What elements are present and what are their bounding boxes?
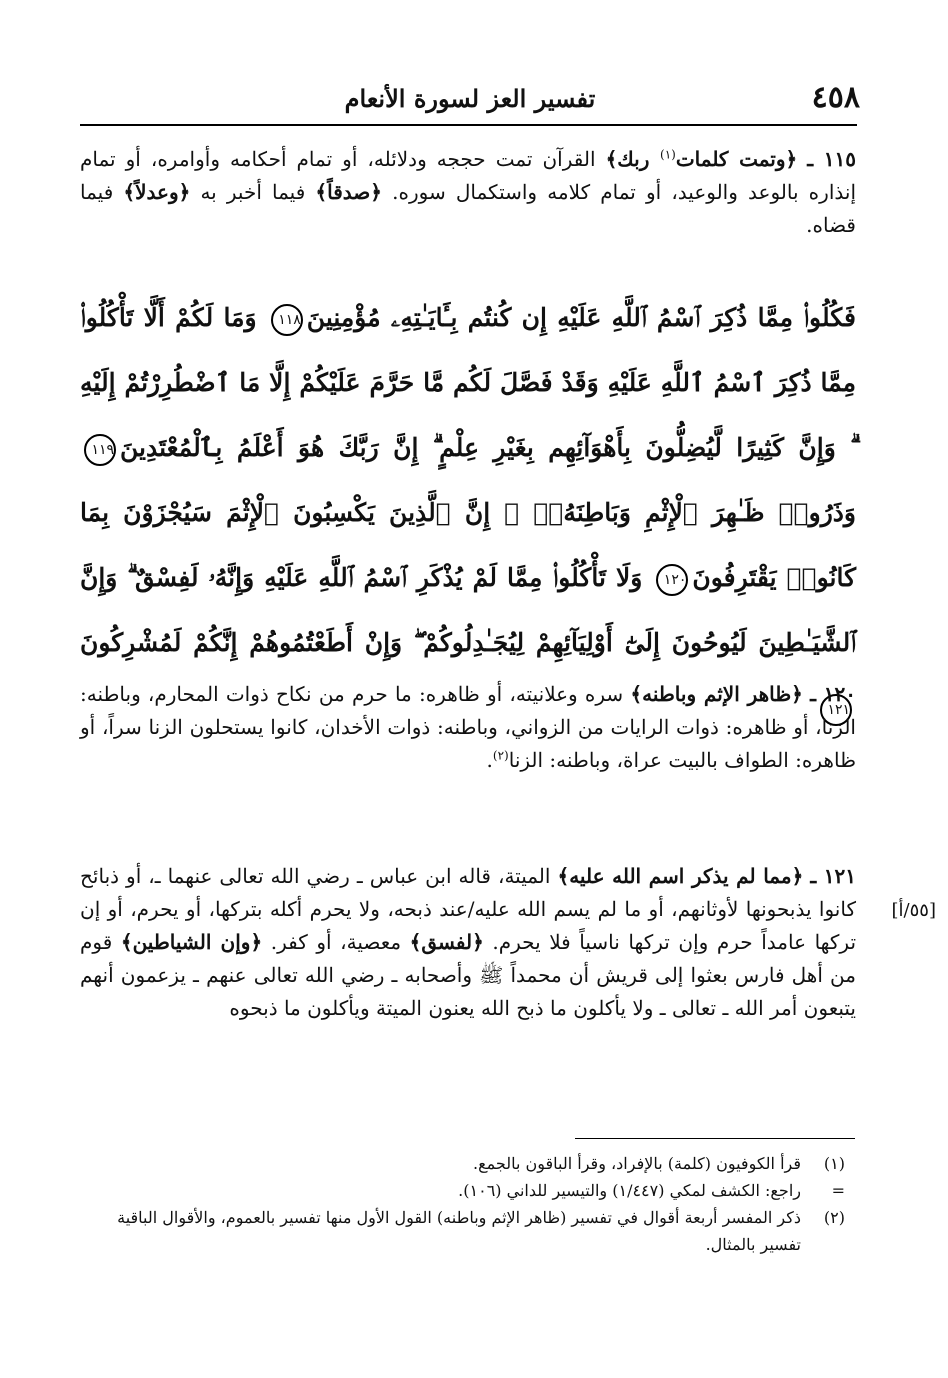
verse-118-text: فَكُلُوا۟ مِمَّا ذُكِرَ ٱسْمُ ٱللَّهِ عَلَيْهِ إِن كُنتُم بِـَٔايَـٰتِهِۦ مُؤْمِنِينَ xyxy=(306,303,856,332)
ayah-number-118: ١١٨ xyxy=(271,304,303,336)
verse-120-text: وَذَرُوا۟ ظَـٰهِرَ ٱلْإِثْمِ وَبَاطِنَهُۥٓ ۚ إِنَّ ٱلَّذِينَ يَكْسِبُونَ ٱلْإِثْمَ سَيُجْزَوْنَ بِمَا كَانُوا۟ يَقْتَرِفُونَ xyxy=(80,498,856,592)
commentary-text: القرآن تمت حججه ودلائله، أو تمام أحكامه وأوامره، أو تمام إنذاره بالوعد والوعيد، أو تمام كلامه واستكمال سوره. xyxy=(80,147,856,204)
quoted-term-3: ﴿وإن الشياطين﴾ xyxy=(120,930,263,954)
quote-close: ﴾ xyxy=(605,147,618,171)
ayah-number-119: ١١٩ xyxy=(84,434,116,466)
verse-number: ١٢١ ـ xyxy=(810,864,857,888)
footnote-item xyxy=(100,1204,845,1258)
manuscript-margin-reference: [٥٥/أ] xyxy=(891,900,936,921)
page-header xyxy=(80,78,860,124)
footnote-item xyxy=(100,1150,845,1177)
quoted-term: ﴿ظاهر الإثم وباطنه﴾ xyxy=(630,682,803,706)
ayah-number-121: ١٢١ xyxy=(820,694,852,726)
quoted-term-2: ربك xyxy=(617,147,660,171)
footnote-number: (٢) xyxy=(823,1208,845,1227)
footnote-text: ذكر المفسر أربعة أقوال في تفسير (ظاهر الإثم وباطنه) القول الأول منها تفسير بالعموم، والأقوال الباقية تفسير بالمثال. xyxy=(117,1208,801,1254)
commentary-text: سره وعلانيته، أو ظاهره: ما حرم من نكاح ذوات المحارم، وباطنه: الزنا، أو ظاهره: ذوات الرايات من الزواني، وباطنه: ذوات الأخدان، كانوا يستحلون الزنا سراً، أو ظاهره: الطواف بالبيت عراة، وباطنه: الزنا xyxy=(80,682,856,772)
quoted-term-2: ﴿لفسق﴾ xyxy=(409,930,484,954)
commentary-text: الميتة، قاله ابن عباس ـ رضي الله تعالى عنهما ـ، أو ذبائح كانوا يذبحونها لأوثانهم، أو ما لم يسم الله عليه/عند ذبحه، ولا يحرم أكله بتركها، أو يحرم، أو إن تركها عامداً حرم وإن تركها ناسياً فلا يحرم. xyxy=(80,864,857,954)
footnote-number: (١) xyxy=(823,1154,845,1173)
verse-number: ١١٥ ـ xyxy=(807,147,856,171)
header-rule xyxy=(80,124,857,126)
quoted-term-3: ﴿صدقاً﴾ xyxy=(315,180,382,204)
verse-121-text: وَلَا تَأْكُلُوا۟ مِمَّا لَمْ يُذْكَرِ ٱسْمُ ٱللَّهِ عَلَيْهِ وَإِنَّهُۥ لَفِسْقٌ ۗ وَإِنَّ ٱلشَّيَـٰطِينَ لَيُوحُونَ إِلَىٰٓ أَوْلِيَآئِهِمْ لِيُجَـٰدِلُوكُمْ ۖ وَإِنْ أَطَعْتُمُوهُمْ إِنَّكُمْ لَمُشْرِكُونَ xyxy=(80,563,856,657)
quoted-term: وتمت كلمات xyxy=(675,147,786,171)
quran-verses-block xyxy=(80,285,856,740)
verse-number: ١٢٠ ـ xyxy=(810,682,856,706)
footnote-number: = xyxy=(831,1181,845,1200)
page-number: ٤٥٨ xyxy=(811,80,860,115)
quoted-term: ﴿مما لم يذكر اسم الله عليه﴾ xyxy=(557,864,804,888)
footnote-ref: (١) xyxy=(660,147,676,162)
verse-119-text: وَمَا لَكُمْ أَلَّا تَأْكُلُوا۟ مِمَّا ذُكِرَ ٱسْمُ ٱللَّهِ عَلَيْهِ وَقَدْ فَصَّلَ لَكُم مَّا حَرَّمَ عَلَيْكُمْ إِلَّا مَا ٱضْطُرِرْتُمْ إِلَيْهِ ۗ وَإِنَّ كَثِيرًا لَّيُضِلُّونَ بِأَهْوَآئِهِم بِغَيْرِ عِلْمٍ ۗ إِنَّ رَبَّكَ هُوَ أَعْلَمُ بِٱلْمُعْتَدِينَ xyxy=(80,303,856,462)
commentary-paragraph-121 xyxy=(80,860,856,1025)
running-title: تفسير العز لسورة الأنعام xyxy=(344,84,596,113)
commentary-paragraph-120 xyxy=(80,678,856,777)
footnote-item xyxy=(100,1177,845,1204)
quoted-term-4: ﴿وعدلاً﴾ xyxy=(123,180,191,204)
commentary-text-3: قوم من أهل فارس بعثوا إلى قريش أن محمداً ﷺ وأصحابه ـ رضي الله تعالى عنهم ـ يزعمون أنهم يتبعون أمر الله ـ تعالى ـ ولا يأكلون ما ذبح الله يعنون الميتة ويأكلون ما ذبحوه xyxy=(80,930,856,1020)
footnotes xyxy=(100,1150,845,1258)
commentary-text-3: فيما قضاه. xyxy=(80,180,856,237)
quote-open: ﴿ xyxy=(785,147,798,171)
paragraph-end: . xyxy=(486,748,493,772)
commentary-text-2: فيما أخبر به xyxy=(190,180,316,204)
footnote-text: قرأ الكوفيون (كلمة) بالإفراد، وقرأ الباقون بالجمع. xyxy=(473,1154,801,1173)
ayah-number-120: ١٢٠ xyxy=(656,564,688,596)
footnote-separator xyxy=(575,1138,855,1139)
commentary-text-2: معصية، أو كفر. xyxy=(262,930,410,954)
footnote-text: راجع: الكشف لمكي (١/٤٤٧) والتيسير للداني (١٠٦). xyxy=(458,1181,801,1200)
footnote-ref: (٢) xyxy=(492,748,509,763)
commentary-paragraph-115 xyxy=(80,143,856,242)
